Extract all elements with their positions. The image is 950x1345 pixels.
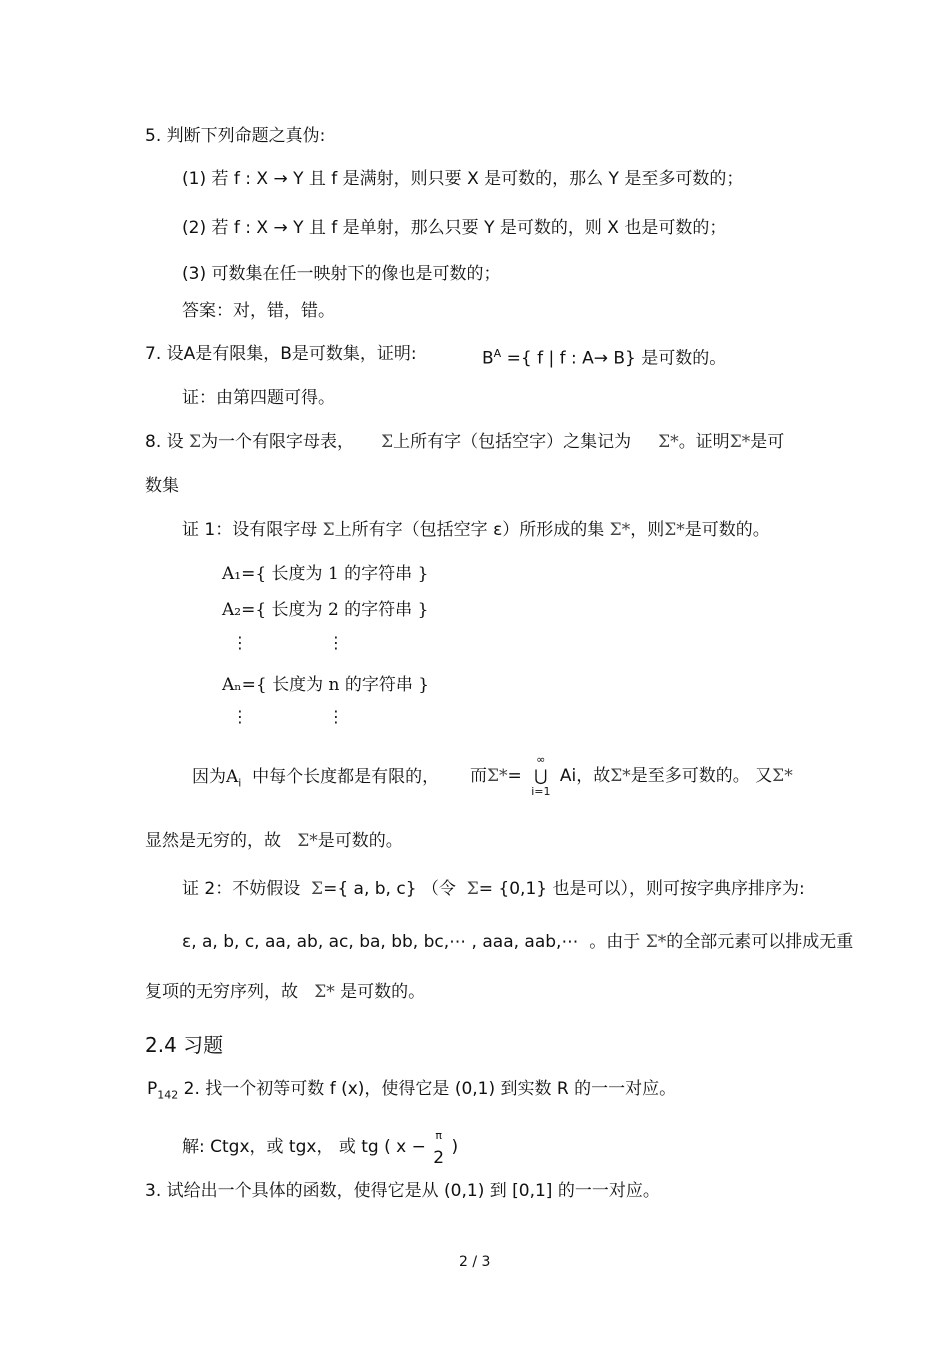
q7-formula-base: B bbox=[482, 348, 494, 369]
p142-prefix: P bbox=[147, 1079, 158, 1099]
union-formula bbox=[470, 752, 793, 800]
sigma-star-symbol: Σ* bbox=[645, 932, 667, 952]
q8-proof-1 bbox=[182, 519, 770, 541]
proof-2-line bbox=[182, 878, 805, 900]
vdots-left-1: ⋮ bbox=[232, 633, 248, 652]
sigma-symbol: Σ bbox=[189, 432, 202, 452]
q7-proof: 证：由第四题可得。 bbox=[182, 388, 335, 408]
because-text-d: Ai，故 bbox=[559, 766, 611, 786]
q5-title: 5. 判断下列命题之真伪: bbox=[145, 126, 326, 146]
because-sub: i bbox=[238, 776, 242, 790]
final-text-a: 复项的无穷序列，故 bbox=[145, 982, 298, 1002]
solution-text-a: 解: Ctgx，或 tgx， 或 tg ( x − bbox=[182, 1137, 426, 1157]
sigma-star-symbol: Σ* bbox=[609, 520, 631, 540]
set-a1: A₁={ 长度为 1 的字符串 } bbox=[222, 564, 429, 584]
sigma-symbol: Σ bbox=[322, 520, 335, 540]
vdots-right-2: ⋮ bbox=[328, 707, 344, 726]
sigma-symbol: Σ bbox=[466, 879, 479, 899]
union-upper-limit: ∞ bbox=[536, 753, 546, 766]
vdots-right-1: ⋮ bbox=[328, 633, 344, 652]
q5-item-2: (2) 若 f : X → Y 且 f 是单射，那么只要 Y 是可数的，则 X 也是可数的； bbox=[182, 218, 727, 238]
q8-text-d: 。证明 bbox=[678, 432, 730, 452]
p142-solution bbox=[182, 1128, 458, 1166]
because-line bbox=[192, 766, 439, 794]
proof2-text-a: 证 2：不妨假设 bbox=[182, 879, 301, 899]
proof1-text-a: 证 1：设有限字母 bbox=[182, 520, 318, 540]
union-lower-limit: i=1 bbox=[531, 785, 551, 798]
set-a2: A₂={ 长度为 2 的字符串 } bbox=[222, 600, 429, 620]
obvious-text-a: 显然是无穷的，故 bbox=[145, 831, 281, 851]
q3-text: 3. 试给出一个具体的函数，使得它是从 (0,1) 到 [0,1] 的一一对应。 bbox=[145, 1181, 660, 1201]
sequence: ε, a, b, c, aa, ab, ac, ba, bb, bc,⋯ , aaa, aab,⋯ bbox=[182, 932, 579, 952]
proof1-text-c: ，则 bbox=[630, 520, 665, 540]
sigma-star-symbol: Σ* bbox=[729, 432, 751, 452]
sigma-star-symbol: Σ* bbox=[664, 520, 685, 540]
proof2-text-c: = {0,1} 也是可以），则可按字典序排序为: bbox=[478, 879, 805, 899]
q7-formula-sup: A bbox=[493, 347, 502, 360]
set-an: Aₙ={ 长度为 n 的字符串 } bbox=[222, 675, 430, 695]
sigma-star-symbol: Σ* bbox=[772, 766, 793, 786]
sequence-text-c: 的全部元素可以排成无重 bbox=[666, 932, 854, 952]
sigma-star-symbol: Σ* bbox=[297, 831, 318, 851]
sequence-line bbox=[182, 931, 853, 953]
page-number: 2 / 3 bbox=[459, 1254, 491, 1270]
sigma-star-symbol: Σ* bbox=[658, 432, 679, 452]
final-line bbox=[145, 981, 425, 1003]
q7-title: 7. 设A是有限集，B是可数集，证明: bbox=[145, 344, 417, 364]
sequence-text-b: 。由于 bbox=[589, 932, 641, 952]
because-text-a: 因为A bbox=[192, 767, 239, 787]
proof2-text-b: ={ a, b, c} （令 bbox=[323, 879, 456, 899]
proof1-text-b: 上所有字（包括空字 ε）所形成的集 bbox=[334, 520, 605, 540]
p142-text: 2. 找一个初等可数 f (x)，使得它是 (0,1) 到实数 R 的一一对应。 bbox=[183, 1079, 677, 1099]
equals-sign: = bbox=[507, 766, 522, 786]
solution-text-b: ) bbox=[451, 1137, 459, 1157]
sigma-star-symbol: Σ* bbox=[610, 766, 631, 786]
p142-exercise bbox=[147, 1078, 676, 1106]
obvious-text-b: 是可数的。 bbox=[317, 831, 403, 851]
because-text-e: 是至多可数的。 又 bbox=[630, 766, 773, 786]
sigma-star-symbol: Σ* bbox=[487, 766, 508, 786]
sigma-star-symbol: Σ* bbox=[314, 982, 335, 1002]
pi-over-2 bbox=[433, 1128, 444, 1166]
union-operator bbox=[531, 752, 550, 800]
q5-item-1: (1) 若 f : X → Y 且 f 是满射，则只要 X 是可数的，那么 Y 是至多可数的； bbox=[182, 169, 744, 189]
final-text-b: 是可数的。 bbox=[340, 982, 426, 1002]
sigma-symbol: Σ bbox=[381, 432, 394, 452]
q5-answer: 答案：对，错，错。 bbox=[182, 301, 335, 321]
q8-line-1 bbox=[145, 431, 784, 453]
section-heading: 2.4 习题 bbox=[145, 1033, 224, 1057]
p142-sub: 142 bbox=[157, 1088, 179, 1102]
sigma-symbol: Σ bbox=[311, 879, 324, 899]
because-text-b: 中每个长度都是有限的， bbox=[252, 767, 440, 787]
frac-numerator: π bbox=[435, 1129, 442, 1142]
q8-text-b: 为一个有限字母表， bbox=[201, 432, 355, 452]
q8-text-e: 是可 bbox=[750, 432, 785, 452]
proof1-text-d: 是可数的。 bbox=[684, 520, 770, 540]
q8-line-2: 数集 bbox=[145, 476, 179, 496]
obvious-line bbox=[145, 830, 403, 852]
q7-formula bbox=[482, 343, 726, 370]
because-text-c: 而 bbox=[470, 766, 487, 786]
frac-denominator: 2 bbox=[433, 1148, 445, 1168]
q8-text-a: 8. 设 bbox=[145, 432, 184, 452]
q7-formula-rest: ={ f | f : A→ B} 是可数的。 bbox=[506, 348, 727, 369]
union-symbol: ⋃ bbox=[534, 766, 548, 785]
q5-item-3: (3) 可数集在任一映射下的像也是可数的； bbox=[182, 264, 501, 284]
q8-text-c: 上所有字（包括空字）之集记为 bbox=[393, 432, 632, 452]
vdots-left-2: ⋮ bbox=[232, 707, 248, 726]
